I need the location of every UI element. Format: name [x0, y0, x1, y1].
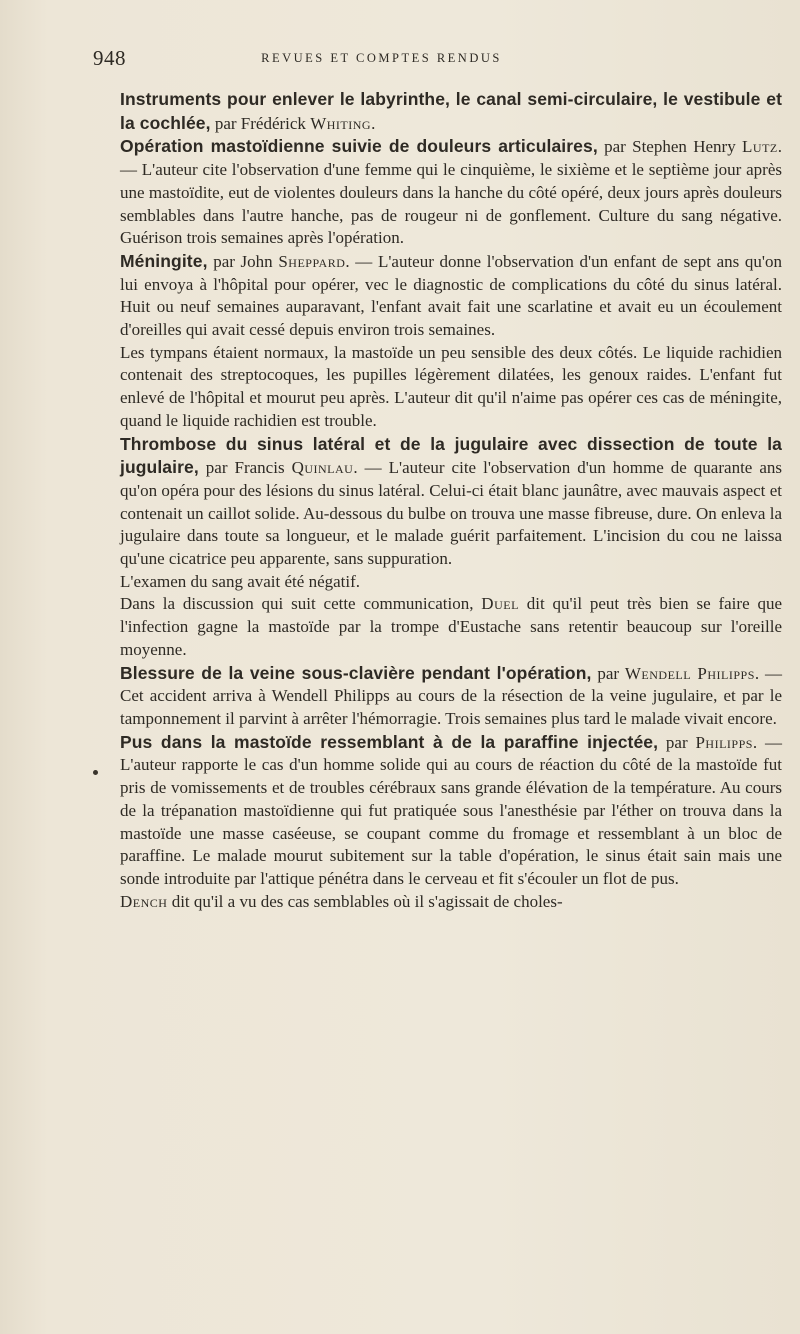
- entry-by: par John: [207, 251, 279, 271]
- entry-wendell-philipps: [120, 662, 782, 731]
- paragraph-examen: [120, 571, 782, 594]
- entry-title: Opération mastoïdienne suivie de douleurs articulaires,: [120, 136, 598, 157]
- page-number: 948: [93, 46, 126, 70]
- entry-philipps: [120, 731, 782, 891]
- paragraph-text: Les tympans étaient normaux, la mastoïde un peu sensible des deux côtés. Le liquide rachidien contenait des streptocoques, les pupilles légèrement dilatées, les genoux raides. L'enfant fut enlevé de l'hôpital et mourut peu après. L'auteur dit qu'il n'aime pas opérer ces cas de méningite, quand le liquide rachidien est trouble.: [120, 342, 782, 430]
- entry-by: par Francis: [198, 458, 292, 478]
- entry-author: Sheppard: [278, 251, 346, 271]
- entry-by: par: [658, 732, 696, 752]
- entry-title: Instruments pour enlever le labyrinthe, le canal semi-circulaire, le vestibule et la cochlée,: [120, 89, 782, 133]
- entry-by: par Frédérick: [210, 113, 311, 133]
- discussant-name: Dench: [120, 891, 168, 911]
- paragraph-text: L'examen du sang avait été négatif.: [120, 571, 361, 591]
- paragraph-text: dit qu'il peut très bien se faire que l'infection gagne la mastoïde par la trompe d'Eustache sans retentir beaucoup sur l'oreille moyenne.: [120, 594, 782, 659]
- paragraph-text: dit qu'il a vu des cas semblables où il s'agissait de choles-: [167, 891, 563, 911]
- entry-text: . — Cet accident arriva à Wendell Philipps au cours de la résection de la veine jugulaire, et par le tamponnement il parvint à arrêter l'hémorragie. Trois semaines plus tard le malade vivait encore.: [120, 663, 783, 728]
- entry-sheppard: [120, 250, 782, 342]
- entry-title: Thrombose du sinus latéral et de la jugulaire avec dissection de toute la jugulaire,: [120, 433, 782, 478]
- entry-author: Wendell Philipps: [624, 663, 755, 683]
- article-body: [120, 88, 782, 913]
- paragraph-discussion: [120, 593, 782, 661]
- paragraph-tympans: [120, 342, 782, 433]
- entry-text: . — L'auteur donne l'observation d'un enfant de sept ans qu'on lui envoya à l'hôpital pour opérer, vec le diagnostic de complications du côté du sinus latéral. Huit ou neuf semaines auparavant, l'enfant avait fait une scarlatine et avait eu un écoulement d'oreilles qui avait cessé depuis environ trois semaines.: [120, 251, 782, 340]
- entry-text: . — L'auteur cite l'observation d'une femme qui le cinquième, le sixième et le septième jour après une mastoïdite, eut de violentes douleurs dans la hanche du côté opéré, deux jours après douleurs semblables dans l'autre hanche, pas de rougeur ni de gonflement. Culture du sang négative. Guérison trois semaines après l'opération.: [120, 137, 782, 248]
- entry-by: par: [591, 663, 625, 683]
- entry-author: Whiting: [310, 113, 372, 133]
- running-head: REVUES ET COMPTES RENDUS: [261, 51, 502, 65]
- page-header: [93, 46, 740, 76]
- entry-text: . — L'auteur cite l'observation d'un homme de quarante ans qu'on opéra pour des lésions du sinus latéral. Celui-ci était blanc jaunâtre, avec mauvais aspect et contenait un caillot solide. Au-dessous du bulbe on trouva une masse fibreuse, dure. On enleva la jugulaire dans toute sa longueur, et le malade guérit parfaitement. L'incision du cou ne laissa qu'une cicatrice peu apparente, sans suppuration.: [120, 458, 782, 569]
- entry-whiting: [120, 88, 782, 135]
- entry-title: Pus dans la mastoïde ressemblant à de la paraffine injectée,: [120, 731, 659, 752]
- entry-author: Philipps: [695, 732, 753, 752]
- entry-author: Lutz: [742, 137, 778, 157]
- paragraph-text: Dans la discussion qui suit cette communication,: [120, 594, 482, 614]
- entry-by: par Stephen Henry: [597, 137, 743, 157]
- entry-title: Blessure de la veine sous-clavière pendant l'opération,: [120, 662, 592, 683]
- margin-mark: [93, 770, 98, 775]
- entry-title: Méningite,: [120, 250, 208, 271]
- paragraph-dench: [120, 891, 782, 914]
- discussant-name: Duel: [481, 594, 519, 614]
- entry-quinlau: [120, 433, 782, 571]
- entry-author: Quinlau: [291, 458, 354, 478]
- entry-text: . — L'auteur rapporte le cas d'un homme solide qui au cours de réaction du côté de la mastoïde fut pris de vomissements et de troubles cérébraux sans grande élévation de la température. Au cours de la trépanation mastoïdienne qui fut pratiquée sous l'anesthésie par l'éther on trouva dans la mastoïde une masse caséeuse, se coupant comme du fromage et ressemblant à un bloc de paraffine. Le malade mourut subitement sur la table d'opération, le sinus était sain mais une sonde introduite par l'attique pénétra dans le cerveau et fit s'écouler un flot de pus.: [120, 732, 782, 888]
- entry-text: .: [371, 113, 376, 133]
- entry-lutz: [120, 135, 782, 250]
